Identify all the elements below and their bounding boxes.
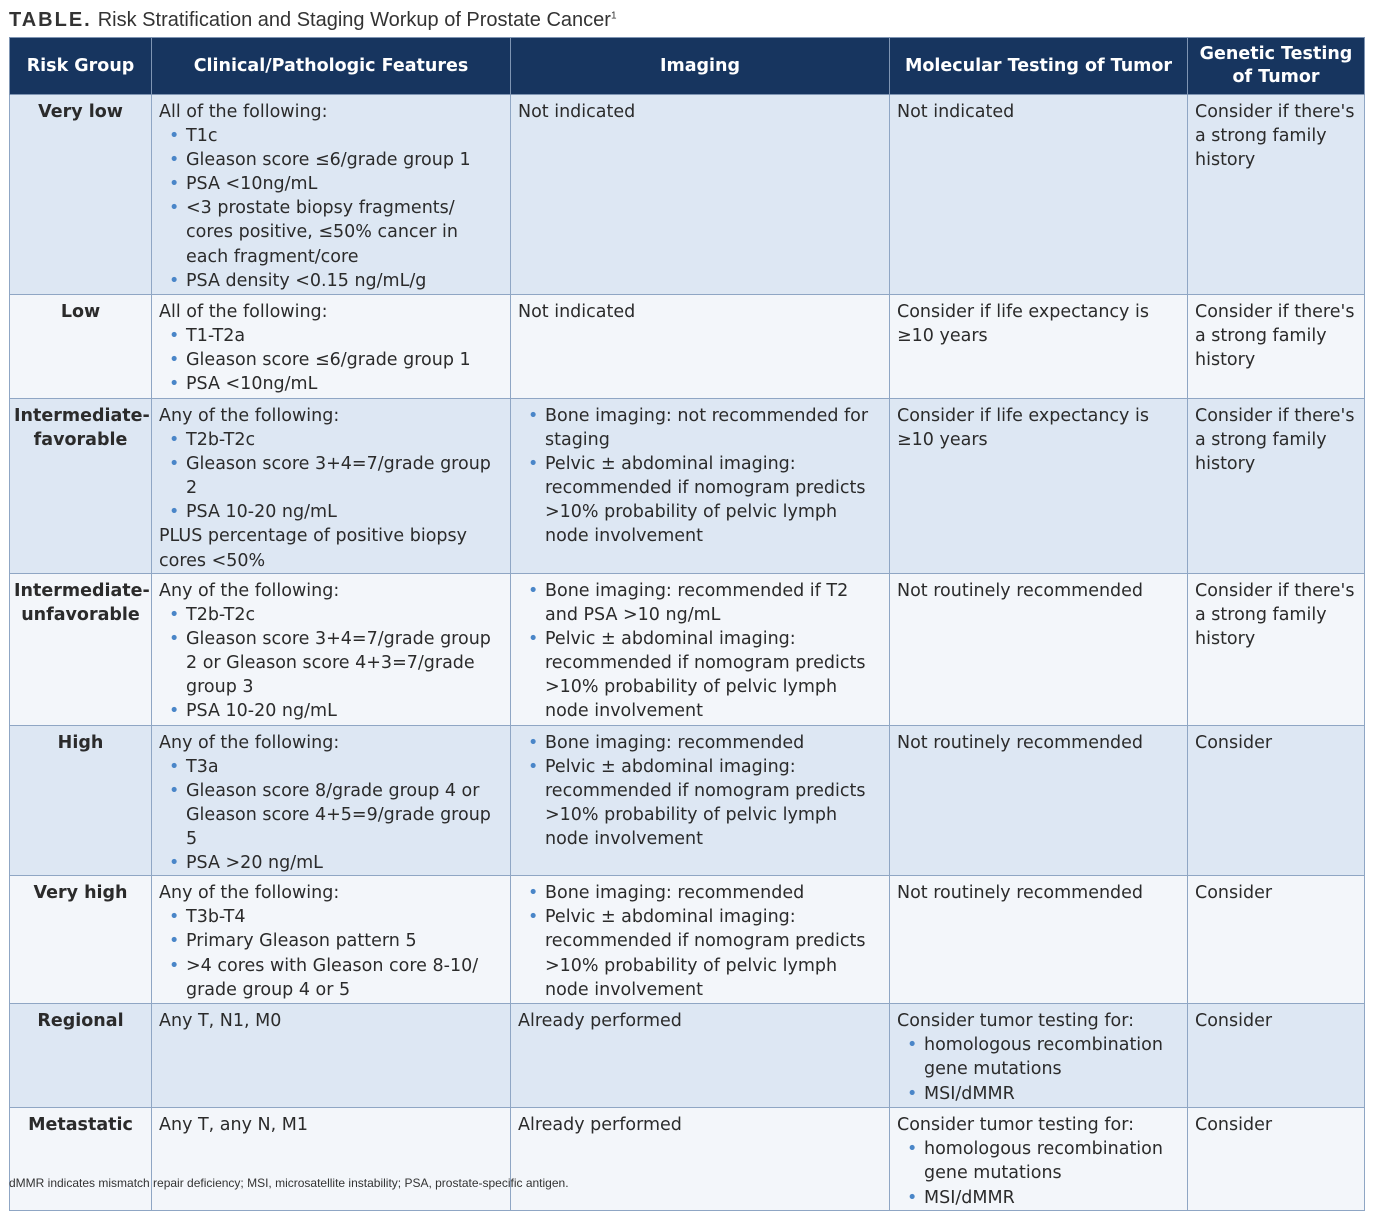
clinical-features-cell bbox=[152, 725, 511, 876]
cell-intro: All of the following: bbox=[159, 102, 328, 122]
cell-intro: Already performed bbox=[518, 1115, 682, 1136]
cell-intro: Not routinely recommended bbox=[897, 732, 1144, 753]
bullet-item: • Primary Gleason pattern 5 bbox=[159, 929, 503, 953]
title-reference: 1 bbox=[610, 10, 617, 22]
bullet-list bbox=[159, 324, 503, 396]
risk-group-cell: Metastatic bbox=[10, 1108, 152, 1211]
bullet-item: • T2b-T2c bbox=[159, 603, 503, 627]
cell-intro: Not routinely recommended bbox=[897, 883, 1144, 904]
table-row bbox=[10, 295, 1365, 399]
molecular-testing-cell bbox=[890, 573, 1188, 725]
clinical-features-cell bbox=[152, 573, 511, 725]
risk-group-cell: Intermediate-favorable bbox=[10, 399, 152, 574]
cell-intro: Consider tumor testing for: bbox=[897, 1115, 1134, 1136]
imaging-cell bbox=[511, 399, 890, 574]
genetic-testing-cell: Consider if there's a strong family history bbox=[1188, 573, 1365, 725]
header-imaging: Imaging bbox=[511, 38, 890, 95]
risk-group-cell: Intermediate-unfavorable bbox=[10, 573, 152, 725]
bullet-list bbox=[159, 905, 503, 1001]
cell-intro: Any T, N1, M0 bbox=[159, 1011, 282, 1032]
molecular-testing-cell bbox=[890, 295, 1188, 399]
clinical-features-cell bbox=[152, 399, 511, 574]
clinical-features-cell bbox=[152, 876, 511, 1004]
bullet-list bbox=[159, 603, 503, 723]
table-row bbox=[10, 399, 1365, 574]
cell-intro: Already performed bbox=[518, 1011, 682, 1032]
cell-intro: Not indicated bbox=[518, 302, 636, 322]
bullet-item: • T1-T2a bbox=[159, 324, 503, 348]
bullet-list bbox=[518, 731, 882, 851]
cell-intro: Any of the following: bbox=[159, 883, 340, 904]
cell-intro: Not indicated bbox=[518, 102, 636, 122]
bullet-list bbox=[159, 428, 503, 524]
risk-group-cell: High bbox=[10, 725, 152, 876]
table-row bbox=[10, 1004, 1365, 1108]
molecular-testing-cell bbox=[890, 876, 1188, 1004]
clinical-features-cell bbox=[152, 295, 511, 399]
bullet-item: • PSA 10-20 ng/mL bbox=[159, 500, 503, 524]
cell-intro: Any of the following: bbox=[159, 732, 340, 753]
genetic-testing-cell: Consider if there's a strong family history bbox=[1188, 399, 1365, 574]
molecular-testing-cell bbox=[890, 1108, 1188, 1211]
genetic-testing-cell: Consider bbox=[1188, 725, 1365, 876]
bullet-item: • PSA 10-20 ng/mL bbox=[159, 699, 503, 723]
molecular-testing-cell bbox=[890, 95, 1188, 295]
bullet-item: • Gleason score ≤6/grade group 1 bbox=[159, 148, 503, 172]
table-row bbox=[10, 95, 1365, 295]
risk-group-cell: Regional bbox=[10, 1004, 152, 1108]
bullet-list bbox=[159, 124, 503, 293]
genetic-testing-cell: Consider if there's a strong family history bbox=[1188, 95, 1365, 295]
header-genetic-testing: Genetic Testing of Tumor bbox=[1188, 38, 1365, 95]
bullet-item: • Gleason score ≤6/grade group 1 bbox=[159, 348, 503, 372]
bullet-item: • Bone imaging: recommended bbox=[518, 731, 882, 755]
imaging-cell bbox=[511, 876, 890, 1004]
cell-intro: Consider if life expectancy is ≥10 years bbox=[897, 302, 1149, 347]
bullet-item: • Bone imaging: not recommended for staging bbox=[518, 404, 882, 452]
table-row bbox=[10, 876, 1365, 1004]
bullet-item: • T3b-T4 bbox=[159, 905, 503, 929]
bullet-item: • Gleason score 3+4=7/grade group 2 or Gleason score 4+3=7/grade group 3 bbox=[159, 627, 503, 699]
bullet-item: • PSA density <0.15 ng/mL/g bbox=[159, 269, 503, 293]
imaging-cell bbox=[511, 573, 890, 725]
cell-intro: Any of the following: bbox=[159, 580, 340, 601]
risk-group-cell: Very low bbox=[10, 95, 152, 295]
risk-stratification-table bbox=[9, 37, 1365, 1211]
bullet-item: • Gleason score 3+4=7/grade group 2 bbox=[159, 452, 503, 500]
bullet-item: • T1c bbox=[159, 124, 503, 148]
bullet-item: • T3a bbox=[159, 755, 503, 779]
bullet-item: • Pelvic ± abdominal imaging: recommended if nomogram predicts >10% probability of pelvic lymph node involvement bbox=[518, 755, 882, 851]
bullet-item: • Bone imaging: recommended bbox=[518, 881, 882, 905]
table-title-text: Risk Stratification and Staging Workup of Prostate Cancer bbox=[97, 9, 611, 31]
cell-outro: PLUS percentage of positive biopsy cores <50% bbox=[159, 526, 467, 571]
imaging-cell bbox=[511, 95, 890, 295]
table-title bbox=[9, 9, 617, 35]
cell-intro: All of the following: bbox=[159, 302, 328, 322]
genetic-testing-cell: Consider if there's a strong family history bbox=[1188, 295, 1365, 399]
bullet-item: • homologous recombination gene mutations bbox=[897, 1033, 1180, 1081]
bullet-list bbox=[159, 755, 503, 875]
bullet-item: • homologous recombination gene mutations bbox=[897, 1137, 1180, 1185]
cell-intro: Consider if life expectancy is ≥10 years bbox=[897, 406, 1149, 451]
cell-intro: Not routinely recommended bbox=[897, 580, 1144, 601]
header-risk-group: Risk Group bbox=[10, 38, 152, 95]
bullet-list bbox=[518, 579, 882, 724]
molecular-testing-cell bbox=[890, 725, 1188, 876]
clinical-features-cell bbox=[152, 1004, 511, 1108]
table-body bbox=[10, 95, 1365, 1211]
bullet-item: • MSI/dMMR bbox=[897, 1186, 1180, 1210]
bullet-item: • MSI/dMMR bbox=[897, 1082, 1180, 1106]
table-row bbox=[10, 725, 1365, 876]
clinical-features-cell bbox=[152, 95, 511, 295]
bullet-list bbox=[897, 1137, 1180, 1209]
genetic-testing-cell: Consider bbox=[1188, 876, 1365, 1004]
table-row bbox=[10, 1108, 1365, 1211]
cell-intro: Not indicated bbox=[897, 102, 1015, 122]
molecular-testing-cell bbox=[890, 1004, 1188, 1108]
risk-group-cell: Low bbox=[10, 295, 152, 399]
bullet-item: • T2b-T2c bbox=[159, 428, 503, 452]
header-row bbox=[10, 38, 1365, 95]
genetic-testing-cell: Consider bbox=[1188, 1004, 1365, 1108]
genetic-testing-cell: Consider bbox=[1188, 1108, 1365, 1211]
clinical-features-cell bbox=[152, 1108, 511, 1211]
cell-intro: Any of the following: bbox=[159, 406, 340, 426]
bullet-item: • Gleason score 8/grade group 4 or Gleason score 4+5=9/grade group 5 bbox=[159, 779, 503, 851]
imaging-cell bbox=[511, 295, 890, 399]
bullet-item: • Pelvic ± abdominal imaging: recommended if nomogram predicts >10% probability of pelvic lymph node involvement bbox=[518, 627, 882, 723]
bullet-list bbox=[897, 1033, 1180, 1105]
molecular-testing-cell bbox=[890, 399, 1188, 574]
footnote: dMMR indicates mismatch repair deficiency; MSI, microsatellite instability; PSA, prostate-specific antigen. bbox=[9, 1176, 569, 1190]
bullet-item: • Pelvic ± abdominal imaging: recommended if nomogram predicts >10% probability of pelvic lymph node involvement bbox=[518, 905, 882, 1001]
imaging-cell bbox=[511, 1004, 890, 1108]
header-clinical-features: Clinical/Pathologic Features bbox=[152, 38, 511, 95]
table-label: TABLE. bbox=[9, 9, 92, 31]
bullet-list bbox=[518, 404, 882, 549]
imaging-cell bbox=[511, 1108, 890, 1211]
table-row bbox=[10, 573, 1365, 725]
cell-intro: Consider tumor testing for: bbox=[897, 1011, 1134, 1032]
bullet-list bbox=[518, 881, 882, 1001]
bullet-item: • <3 prostate biopsy fragments/ cores positive, ≤50% cancer in each fragment/core bbox=[159, 196, 503, 268]
bullet-item: • PSA <10ng/mL bbox=[159, 372, 503, 396]
bullet-item: • >4 cores with Gleason core 8-10/ grade group 4 or 5 bbox=[159, 954, 503, 1002]
imaging-cell bbox=[511, 725, 890, 876]
bullet-item: • Bone imaging: recommended if T2 and PSA >10 ng/mL bbox=[518, 579, 882, 627]
bullet-item: • PSA <10ng/mL bbox=[159, 172, 503, 196]
risk-group-cell: Very high bbox=[10, 876, 152, 1004]
cell-intro: Any T, any N, M1 bbox=[159, 1115, 308, 1136]
bullet-item: • PSA >20 ng/mL bbox=[159, 851, 503, 875]
bullet-item: • Pelvic ± abdominal imaging: recommended if nomogram predicts >10% probability of pelvic lymph node involvement bbox=[518, 452, 882, 548]
header-molecular-testing: Molecular Testing of Tumor bbox=[890, 38, 1188, 95]
